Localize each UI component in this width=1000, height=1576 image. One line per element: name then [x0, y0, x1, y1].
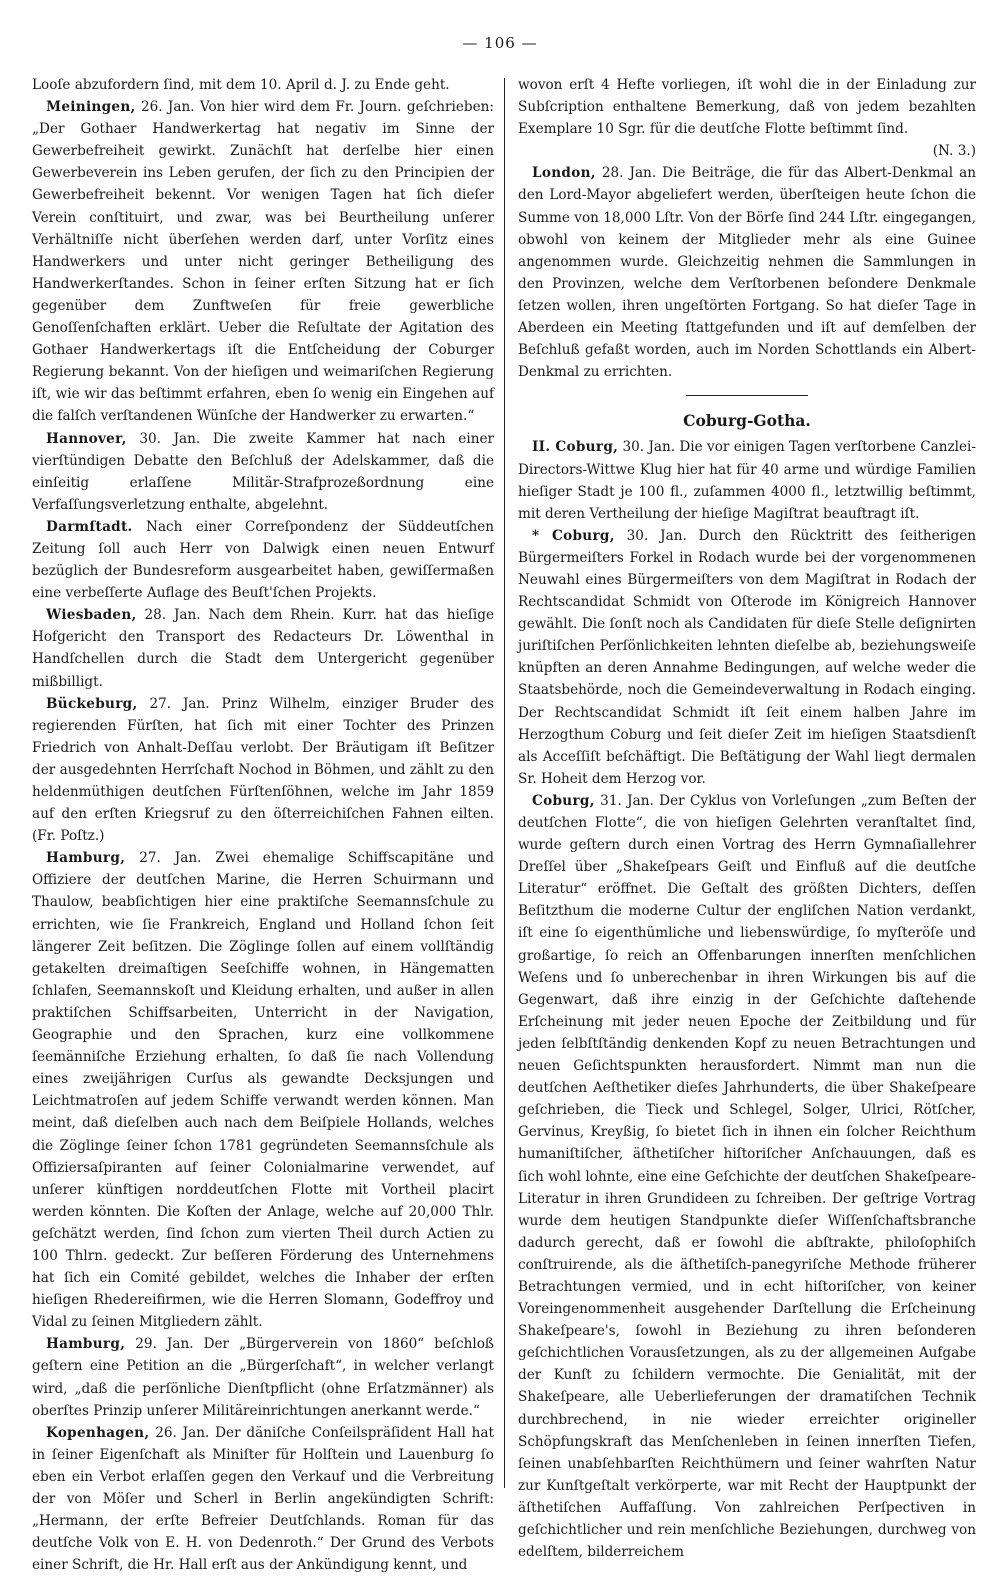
article-place: Hamburg, — [46, 1336, 126, 1353]
article-coburg-shakespeare — [518, 790, 976, 1563]
article-place: Hamburg, — [46, 850, 126, 867]
article-place: Wiesbaden, — [46, 607, 137, 624]
article-hamburg-29 — [32, 1333, 494, 1421]
article-kopenhagen — [32, 1422, 494, 1576]
article-text: 31. Jan. Der Cyklus von Vorleſungen „zum Beſten der deutſchen Flotte“, die von hieſigen Gelehrten veranſtaltet ſind, wurde geſtern durch einen Vortrag des Herrn Gymnaſiallehrer Dreſſel über „Shakeſpears Geiſt und Einfluß auf die deutſche Literatur“ eröffnet. Die Geſtalt des größten Dichters, deſſen Beſitzthum die moderne Cultur der engliſchen Nation verdankt, iſt eine ſo eigenthümliche und liebenswürdige, ſo myſteröſe und großartige, ſo reich an Offenbarungen innerſten menſchlichen Weſens und ſo unberechenbar in ihren Wirkungen bis auf die Gegenwart, daß ihre einzig in der Geſchichte daſtehende Erſcheinung mit jeder neuen Epoche der Zeitbildung und für jeden ſelbſtſtändig denkenden Kopf zu neuen Betrachtungen und neuen Geſichtspunkten herausfordert. Nimmt man nun die deutſchen Aeſthetiker dieſes Jahrhunderts, die über Shakeſpeare geſchrieben, die Tieck und Schlegel, Solger, Ulrici, Rötſcher, Gervinus, Kreyßig, ſo bietet ſich in ihnen ein ſolcher Reichthum humaniſtiſcher, äſthetiſcher hiſtoriſcher Anſchauungen, daß es ſich wohl lohnte, eine eine Geſchichte der deutſchen Shakeſpeare-Literatur in ihren Grundideen zu ſchreiben. Der geſtrige Vortrag wurde dem heutigen Standpunkte dieſer Wiſſenſchaftsbranche dadurch gerecht, daß er ſowohl die abſtrakte, philoſophiſch conſtruirende, als die äſthetiſch-panegyriſche Methode früherer Betrachtungen vermied, und in echt hiſtoriſcher, von keiner Voreingenommenheit ausgehender Darſtellung die Erſcheinung Shakeſpeare's, ſowohl in Beziehung zu ihren beſonderen geſchichtlichen Vorausſetzungen, als zu der allgemeinen Aufgabe der Kunſt zu ſchildern vermochte. Die Genialität, mit der Shakeſpeare, alle Ueberlieferungen der dramatiſchen Technik durchbrechend, in nie wieder erreichter origineller Schöpfungskraft das Menſchenleben in ſeinen innerſten Tiefen, ſeinen unabſehbarſten Reichthümern und ſeiner wahrſten Natur zur Kunſtgeſtalt verkörperte, war mit Recht der Hauptpunkt der äſthetiſchen Auffaſſung. Von zahlreichen Perſpectiven in geſchichtlicher und rein menſchliche Beziehungen, durchweg von edelſtem, bilderreichem — [518, 792, 976, 1561]
article-place: Darmſtadt. — [46, 518, 133, 535]
page-number: — 106 — — [462, 34, 538, 52]
article-hannover — [32, 428, 494, 516]
left-column — [32, 74, 494, 1576]
article-text: wovon erſt 4 Hefte vorliegen, iſt wohl die in der Einladung zur Subſcription enthaltene Bemerkung, daß von jedem bezahlten Exemplare 10 Sgr. für die deutſche Flotte beſtimmt ſind. — [518, 77, 976, 138]
article-place: II. Coburg, — [532, 439, 619, 456]
section-separator — [686, 395, 808, 396]
article-text: 27. Jan. Prinz Wilhelm, einziger Bruder des regierenden Fürſten, hat ſich mit einer Tochter des Prinzen Friedrich von Anhalt-Deſſau verlobt. Der Bräutigam iſt Beſitzer der ausgedehnten Herrſchaft Nochod in Böhmen, und zählt zu den heldenmüthigen deutſchen Fürſtenſöhnen, welche im Jahr 1859 auf den erſten Kriegsruf zu den öſterreichiſchen Fahnen eilten. (Fr. Poſtz.) — [32, 695, 494, 845]
article-place: London, — [532, 165, 596, 182]
article-darmstadt — [32, 516, 494, 604]
article-text: 27. Jan. Zwei ehemalige Schiffscapitäne und Offiziere der deutſchen Marine, die Herren Schuirmann und Thaulow, beabſichtigen hier eine praktiſche Seemannsſchule zu errichten, wie ſie Frankreich, England und Holland ſchon ſeit längerer Zeit beſitzen. Die Zöglinge ſollen auf einem vollſtändig getakelten dreimaſtigen Seeſchiffe wohnen, in Hängematten ſchlafen, Seemannskoſt und Kleidung erhalten, und außer in allen praktiſchen Schiffsarbeiten, Unterricht in der Navigation, Geographie und den Sprachen, kurz eine vollkommene ſeemänniſche Erziehung erhalten, ſo daß ſie nach Vollendung eines zweijährigen Curſus als gewandte Decksjungen und Leichtmatroſen auf jedem Schiffe verwandt werden können. Man meint, daß dieſelben auch nach dem Beiſpiele Hollands, welches die Zöglinge ſeiner ſchon 1781 gegründeten Seemannsſchule als Offiziersaſpiranten auf ſeiner Colonialmarine verwendet, auf unſerer künftigen norddeutſchen Flotte mit Vortheil placirt werden könnten. Die Koſten der Anlage, welche auf 20,000 Thlr. geſchätzt werden, ſind ſchon zum vierten Theil durch Actien zu 100 Thlrn. gedeckt. Zur beſſeren Förderung des Unternehmens hat ſich ein Comité gebildet, welches die Inhaber der erſten hieſigen Rhedereifirmen, wie die Herren Slomann, Godeffroy und Vidal zu ſeinen Mitgliedern zählt. — [32, 850, 494, 1331]
article-text: 28. Jan. Die Beiträge, die für das Albert-Denkmal an den Lord-Mayor abgeliefert werden, überſteigen heute ſchon die Summe von 18,000 Lſtr. Von der Börſe ſind 244 Lſtr. eingegangen, obwohl von keinem der Mitglieder mehr als eine Guinee angenommen wurde. Gleichzeitig nehmen die Sammlungen in den Provinzen, welche dem Verſtorbenen beſondere Denkmale ſetzen wollen, ihren ungeſtörten Fortgang. So hat dieſer Tage in Aberdeen ein Meeting ſtattgefunden und iſt auf demſelben der Beſchluß gefaßt worden, auch im Norden Schottlands ein Albert-Denkmal zu errichten. — [518, 165, 976, 381]
article-text: Nach einer Correſpondenz der Süddeutſchen Zeitung ſoll auch Herr von Dalwigk einen neuen Entwurf bezüglich der Bundesreform ausgearbeitet haben, gewiſſermaßen eine verbeſſerte Auflage des Beuſt'ſchen Projekts. — [32, 518, 495, 602]
section-heading: Coburg-Gotha. — [683, 411, 811, 431]
article-bueckeburg — [32, 693, 494, 848]
article-place: Kopenhagen, — [46, 1424, 150, 1441]
article-coburg-klug — [518, 436, 976, 524]
column-divider — [504, 78, 505, 1488]
article-continuation — [32, 74, 494, 96]
article-coburg-rodach — [518, 525, 976, 790]
article-london — [518, 162, 976, 383]
article-meiningen — [32, 96, 494, 427]
article-place: Coburg, — [532, 792, 595, 809]
article-text: 30. Jan. Die zweite Kammer hat nach einer vierſtündigen Debatte den Beſchluß der Adelskammer, daß die einſeitig erlaſſene Militär-Strafprozeßordnung eine Verfaſſungsverletzung enthalte, abgelehnt. — [32, 430, 494, 513]
right-column — [518, 74, 976, 1563]
article-place: Bückeburg, — [46, 695, 138, 712]
article-text: 30. Jan. Durch den Rücktritt des ſeitherigen Bürgermeiſters Forkel in Rodach wurde bei der vorgenommenen Neuwahl eines Bürgermeiſters von dem Magiſtrat in Rodach der Rechtscandidat Schmidt von Oſterode im Königreich Hannover gewählt. Die ſonſt noch als Candidaten für dieſe Stelle deſignirten juriſtiſchen Perſönlichkeiten lehnten dieſelbe ab, beziehungsweiſe knüpften an deren Annahme Bedingungen, auf welche weder die Staatsbehörde, noch die Gemeindeverwaltung in Rodach einging. Der Rechtscandidat Schmidt iſt ſeit einem halben Jahre im Herzogthum Coburg und ſeit dieſer Zeit im hieſigen Staatsdienſt als Acceſſiſt beſchäftigt. Die Beſtätigung der Wahl liegt dermalen Sr. Hoheit dem Herzog vor. — [518, 527, 977, 787]
article-text: 30. Jan. Die vor einigen Tagen verſtorbene Canzlei-Directors-Wittwe Klug hier hat für 40 arme und würdige Familien hieſiger Stadt je 100 fl., zuſammen 4000 fl., letztwillig beſtimmt, mit deren Vertheilung der hieſige Magiſtrat beauftragt iſt. — [518, 439, 976, 522]
article-hamburg-27 — [32, 847, 494, 1333]
article-wiesbaden — [32, 604, 494, 692]
source-note — [518, 140, 976, 162]
article-text: Looſe abzufordern ſind, mit dem 10. April d. J. zu Ende geht. — [32, 77, 450, 93]
article-continuation — [518, 74, 976, 140]
article-text: 28. Jan. Nach dem Rhein. Kurr. hat das hieſige Hofgericht den Transport des Redacteurs Dr. Löwenthal in Handſchellen durch die Stadt dem Untergericht gegenüber mißbilligt. — [32, 607, 495, 690]
article-text: 26. Jan. Von hier wird dem Fr. Journ. geſchrieben: „Der Gothaer Handwerkertag hat negativ im Sinne der Gewerbefreiheit gewirkt. Zunächſt hat derſelbe hier einen Gewerbeverein ins Leben gerufen, der ſich zu den Principien der Gewerbefreiheit bekennt. Vor wenigen Tagen hat ſich dieſer Verein conſtituirt, und zwar, was bei Beurtheilung unſerer Verhältniſſe nicht überſehen werden darf, unter Vorſitz eines Handwerkers und unter nicht geringer Betheiligung des Handwerkerſtandes. Schon in ſeiner erſten Sitzung hat er ſich gegenüber dem Zunftweſen für freie gewerbliche Genoſſenſchaften erklärt. Ueber die Reſultate der Agitation des Gothaer Handwerkertags iſt die Entſcheidung der Coburger Regierung bekannt. Von der hieſigen und weimariſchen Regierung iſt, wie wir das beſtimmt erfahren, eben ſo wenig ein Eingehen auf die falſch verſtandenen Wünſche der Handwerker zu erwarten.“ — [32, 99, 494, 425]
article-place: Hannover, — [46, 430, 127, 447]
article-text: 26. Jan. Der däniſche Conſeilspräſident Hall hat in ſeiner Eigenſchaft als Miniſter für Holſtein und Lauenburg ſo eben ein Verbot erlaſſen gegen den Verkauf und die Verbreitung der von Möſer und Scherl in Berlin angekündigten Schrift: „Hermann, der erſte Befreier Deutſchlands. Roman für das deutſche Volk von E. H. von Dedenroth.“ Der Grund des Verbots einer Schrift, die Hr. Hall erſt aus der Ankündigung kennt, und — [32, 1424, 494, 1574]
article-place: Meiningen, — [46, 99, 136, 116]
article-text: 29. Jan. Der „Bürgerverein von 1860“ beſchloß geſtern eine Petition an die „Bürgerſchaft“, in welcher verlangt wird, „daß die perſönliche Dienſtpflicht (ohne Erſatzmänner) als oberſtes Prinzip unſerer Militäreinrichtungen anerkannt werde.“ — [32, 1336, 494, 1419]
article-place: * Coburg, — [532, 527, 615, 544]
article-text: (N. 3.) — [932, 143, 976, 160]
